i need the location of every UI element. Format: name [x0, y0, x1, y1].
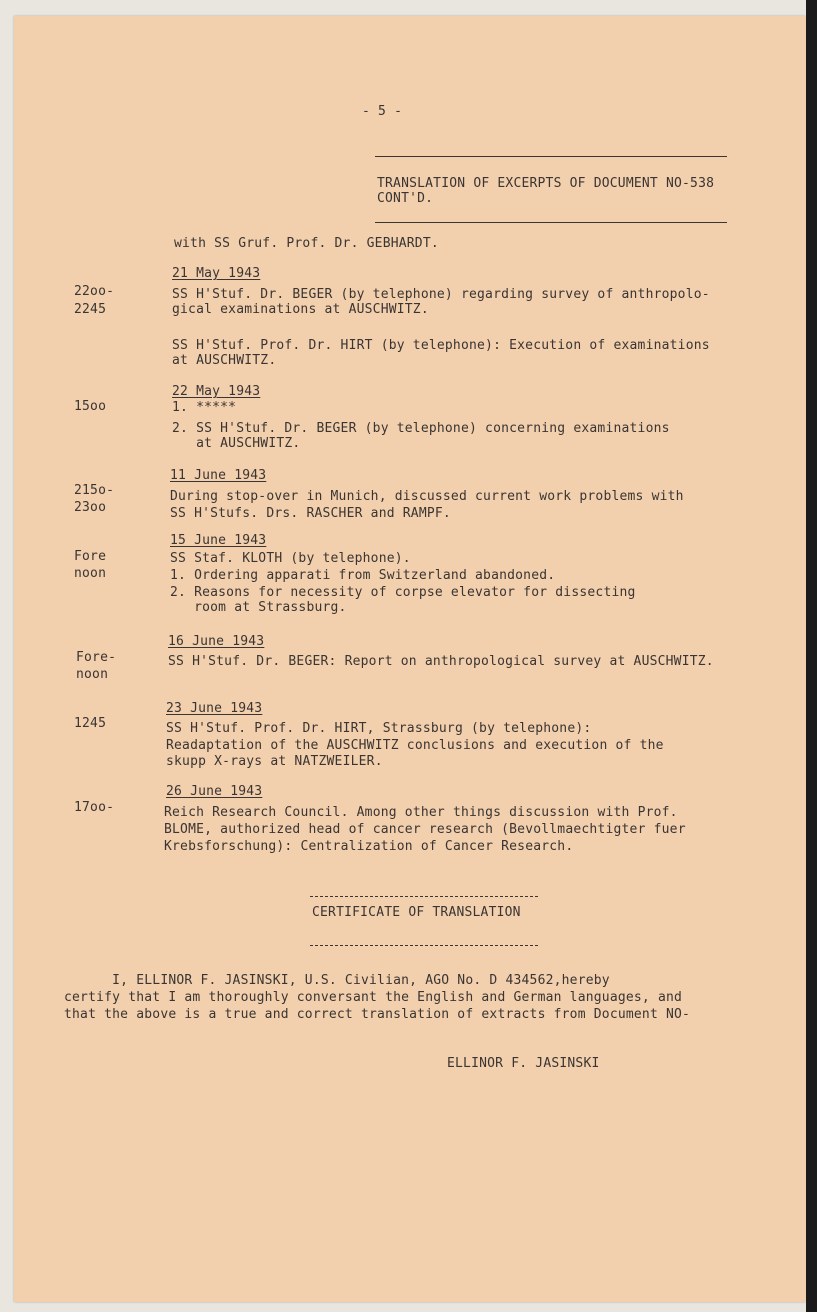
entry-text: SS H'Stufs. Drs. RASCHER and RAMPF. [170, 506, 451, 521]
entry-text: 1. Ordering apparati from Switzerland abandoned. [170, 568, 556, 583]
entry-time: noon [74, 566, 107, 581]
entry-time: 2245 [74, 302, 107, 317]
entry-time: 15oo [74, 399, 107, 414]
entry-text: Krebsforschung): Centralization of Cancer Research. [164, 839, 574, 854]
entry-time: noon [76, 667, 109, 682]
entry-text: 1. ***** [172, 400, 237, 415]
entry-text: gical examinations at AUSCHWITZ. [172, 302, 429, 317]
certificate-text: certify that I am thoroughly conversant the English and German languages, and [64, 990, 683, 1005]
certificate-rule-bottom [310, 945, 538, 946]
entry-time: 1245 [74, 716, 107, 731]
entry-date: 15 June 1943 [170, 533, 267, 548]
entry-text: 2. Reasons for necessity of corpse elevator for dissecting [170, 585, 636, 600]
entry-date: 26 June 1943 [166, 784, 263, 799]
entry-time: 17oo- [74, 800, 115, 815]
entry-text: room at Strassburg. [170, 600, 347, 615]
entry-time: 22oo- [74, 284, 115, 299]
header-contd: CONT'D. [377, 191, 434, 206]
scan-edge [806, 0, 817, 1312]
entry-text: SS H'Stuf. Prof. Dr. HIRT, Strassburg (by telephone): [166, 721, 592, 736]
entry-date: 21 May 1943 [172, 266, 261, 281]
signature: ELLINOR F. JASINSKI [447, 1056, 600, 1071]
header-rule-top [375, 156, 727, 157]
header-rule-bottom [375, 222, 727, 223]
intro-line: with SS Gruf. Prof. Dr. GEBHARDT. [174, 236, 439, 251]
certificate-text: that the above is a true and correct translation of extracts from Document NO- [64, 1007, 691, 1022]
entry-time: 215o- [74, 483, 115, 498]
entry-text: SS H'Stuf. Dr. BEGER: Report on anthropological survey at AUSCHWITZ. [168, 654, 714, 669]
certificate-rule-top [310, 896, 538, 897]
entry-text: SS H'Stuf. Prof. Dr. HIRT (by telephone): Execution of examinations [172, 338, 710, 353]
entry-date: 16 June 1943 [168, 634, 265, 649]
entry-time: Fore [74, 549, 107, 564]
certificate-title: CERTIFICATE OF TRANSLATION [312, 905, 521, 920]
entry-date: 22 May 1943 [172, 384, 261, 399]
certificate-text: I, ELLINOR F. JASINSKI, U.S. Civilian, AGO No. D 434562,hereby [64, 973, 610, 988]
entry-text: SS H'Stuf. Dr. BEGER (by telephone) regarding survey of anthropolo- [172, 287, 710, 302]
entry-text: During stop-over in Munich, discussed current work problems with [170, 489, 684, 504]
entry-time: 23oo [74, 500, 107, 515]
entry-text: skupp X-rays at NATZWEILER. [166, 754, 383, 769]
entry-text: at AUSCHWITZ. [172, 436, 301, 451]
entry-text: SS Staf. KLOTH (by telephone). [170, 551, 411, 566]
entry-text: at AUSCHWITZ. [172, 353, 277, 368]
entry-date: 11 June 1943 [170, 468, 267, 483]
entry-date: 23 June 1943 [166, 701, 263, 716]
entry-time: Fore- [76, 650, 117, 665]
header-title: TRANSLATION OF EXCERPTS OF DOCUMENT NO-538 [377, 176, 715, 191]
entry-text: BLOME, authorized head of cancer research (Bevollmaechtigter fuer [164, 822, 686, 837]
entry-text: Readaptation of the AUSCHWITZ conclusions and execution of the [166, 738, 664, 753]
entry-text: 2. SS H'Stuf. Dr. BEGER (by telephone) concerning examinations [172, 421, 670, 436]
page-number: - 5 - [362, 104, 403, 119]
entry-text: Reich Research Council. Among other things discussion with Prof. [164, 805, 678, 820]
